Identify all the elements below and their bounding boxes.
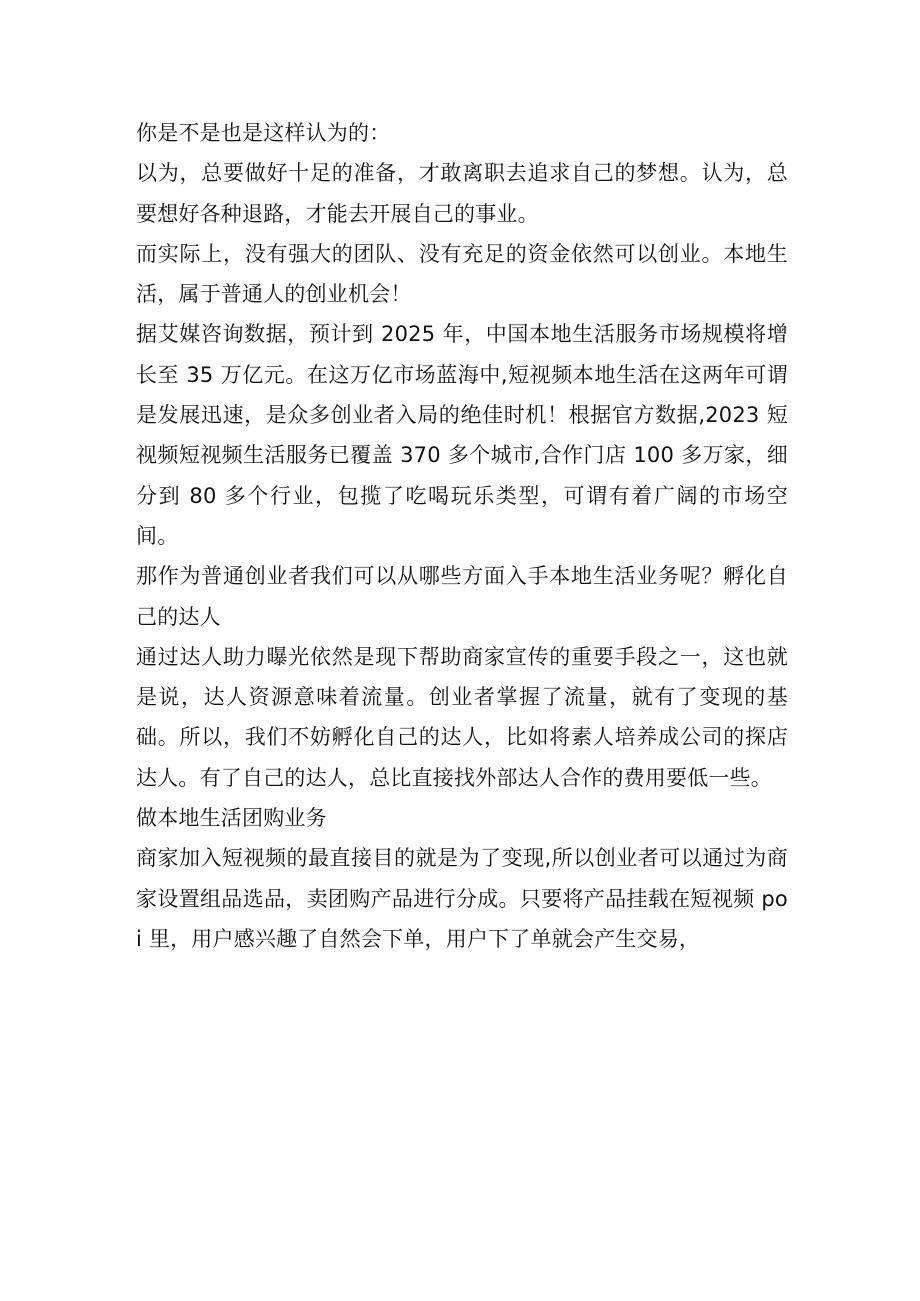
paragraph-belief: 以为，总要做好十足的准备，才敢离职去追求自己的梦想。认为，总要想好各种退路，才能去开展自己的事业。 bbox=[136, 161, 788, 226]
paragraph-group-buy: 商家加入短视频的最直接目的就是为了变现,所以创业者可以通过为商家设置组品选品，卖团购产品进行分成。只要将产品挂载在短视频 poi 里，用户感兴趣了自然会下单，用户下了单就会产生交易， bbox=[136, 846, 788, 951]
paragraph-heading-group-buy: 做本地生活团购业务 bbox=[136, 806, 327, 831]
paragraph-market-data: 据艾媒咨询数据，预计到 2025 年，中国本地生活服务市场规模将增长至 35 万亿元。在这万亿市场蓝海中,短视频本地生活在这两年可谓是发展迅速，是众多创业者入局的绝佳时机！根据官方数据,2023 短视频短视频生活服务已覆盖 370 多个城市,合作门店 100 多万家，细分到 80 多个行业，包揽了吃喝玩乐类型，可谓有着广阔的市场空间。 bbox=[136, 322, 788, 548]
paragraph-reality: 而实际上，没有强大的团队、没有充足的资金依然可以创业。本地生活，属于普通人的创业机会！ bbox=[136, 241, 788, 307]
paragraph-question-incubate: 那作为普通创业者我们可以从哪些方面入手本地生活业务呢？孵化自己的达人 bbox=[136, 564, 788, 629]
document-body bbox=[136, 113, 788, 959]
paragraph-intro-question: 你是不是也是这样认为的： bbox=[136, 121, 391, 145]
paragraph-influencer: 通过达人助力曝光依然是现下帮助商家宣传的重要手段之一，这也就是说，达人资源意味着流量。创业者掌握了流量，就有了变现的基础。所以，我们不妨孵化自己的达人，比如将素人培养成公司的探店达人。有了自己的达人，总比直接找外部达人合作的费用要低一些。 bbox=[136, 644, 788, 790]
